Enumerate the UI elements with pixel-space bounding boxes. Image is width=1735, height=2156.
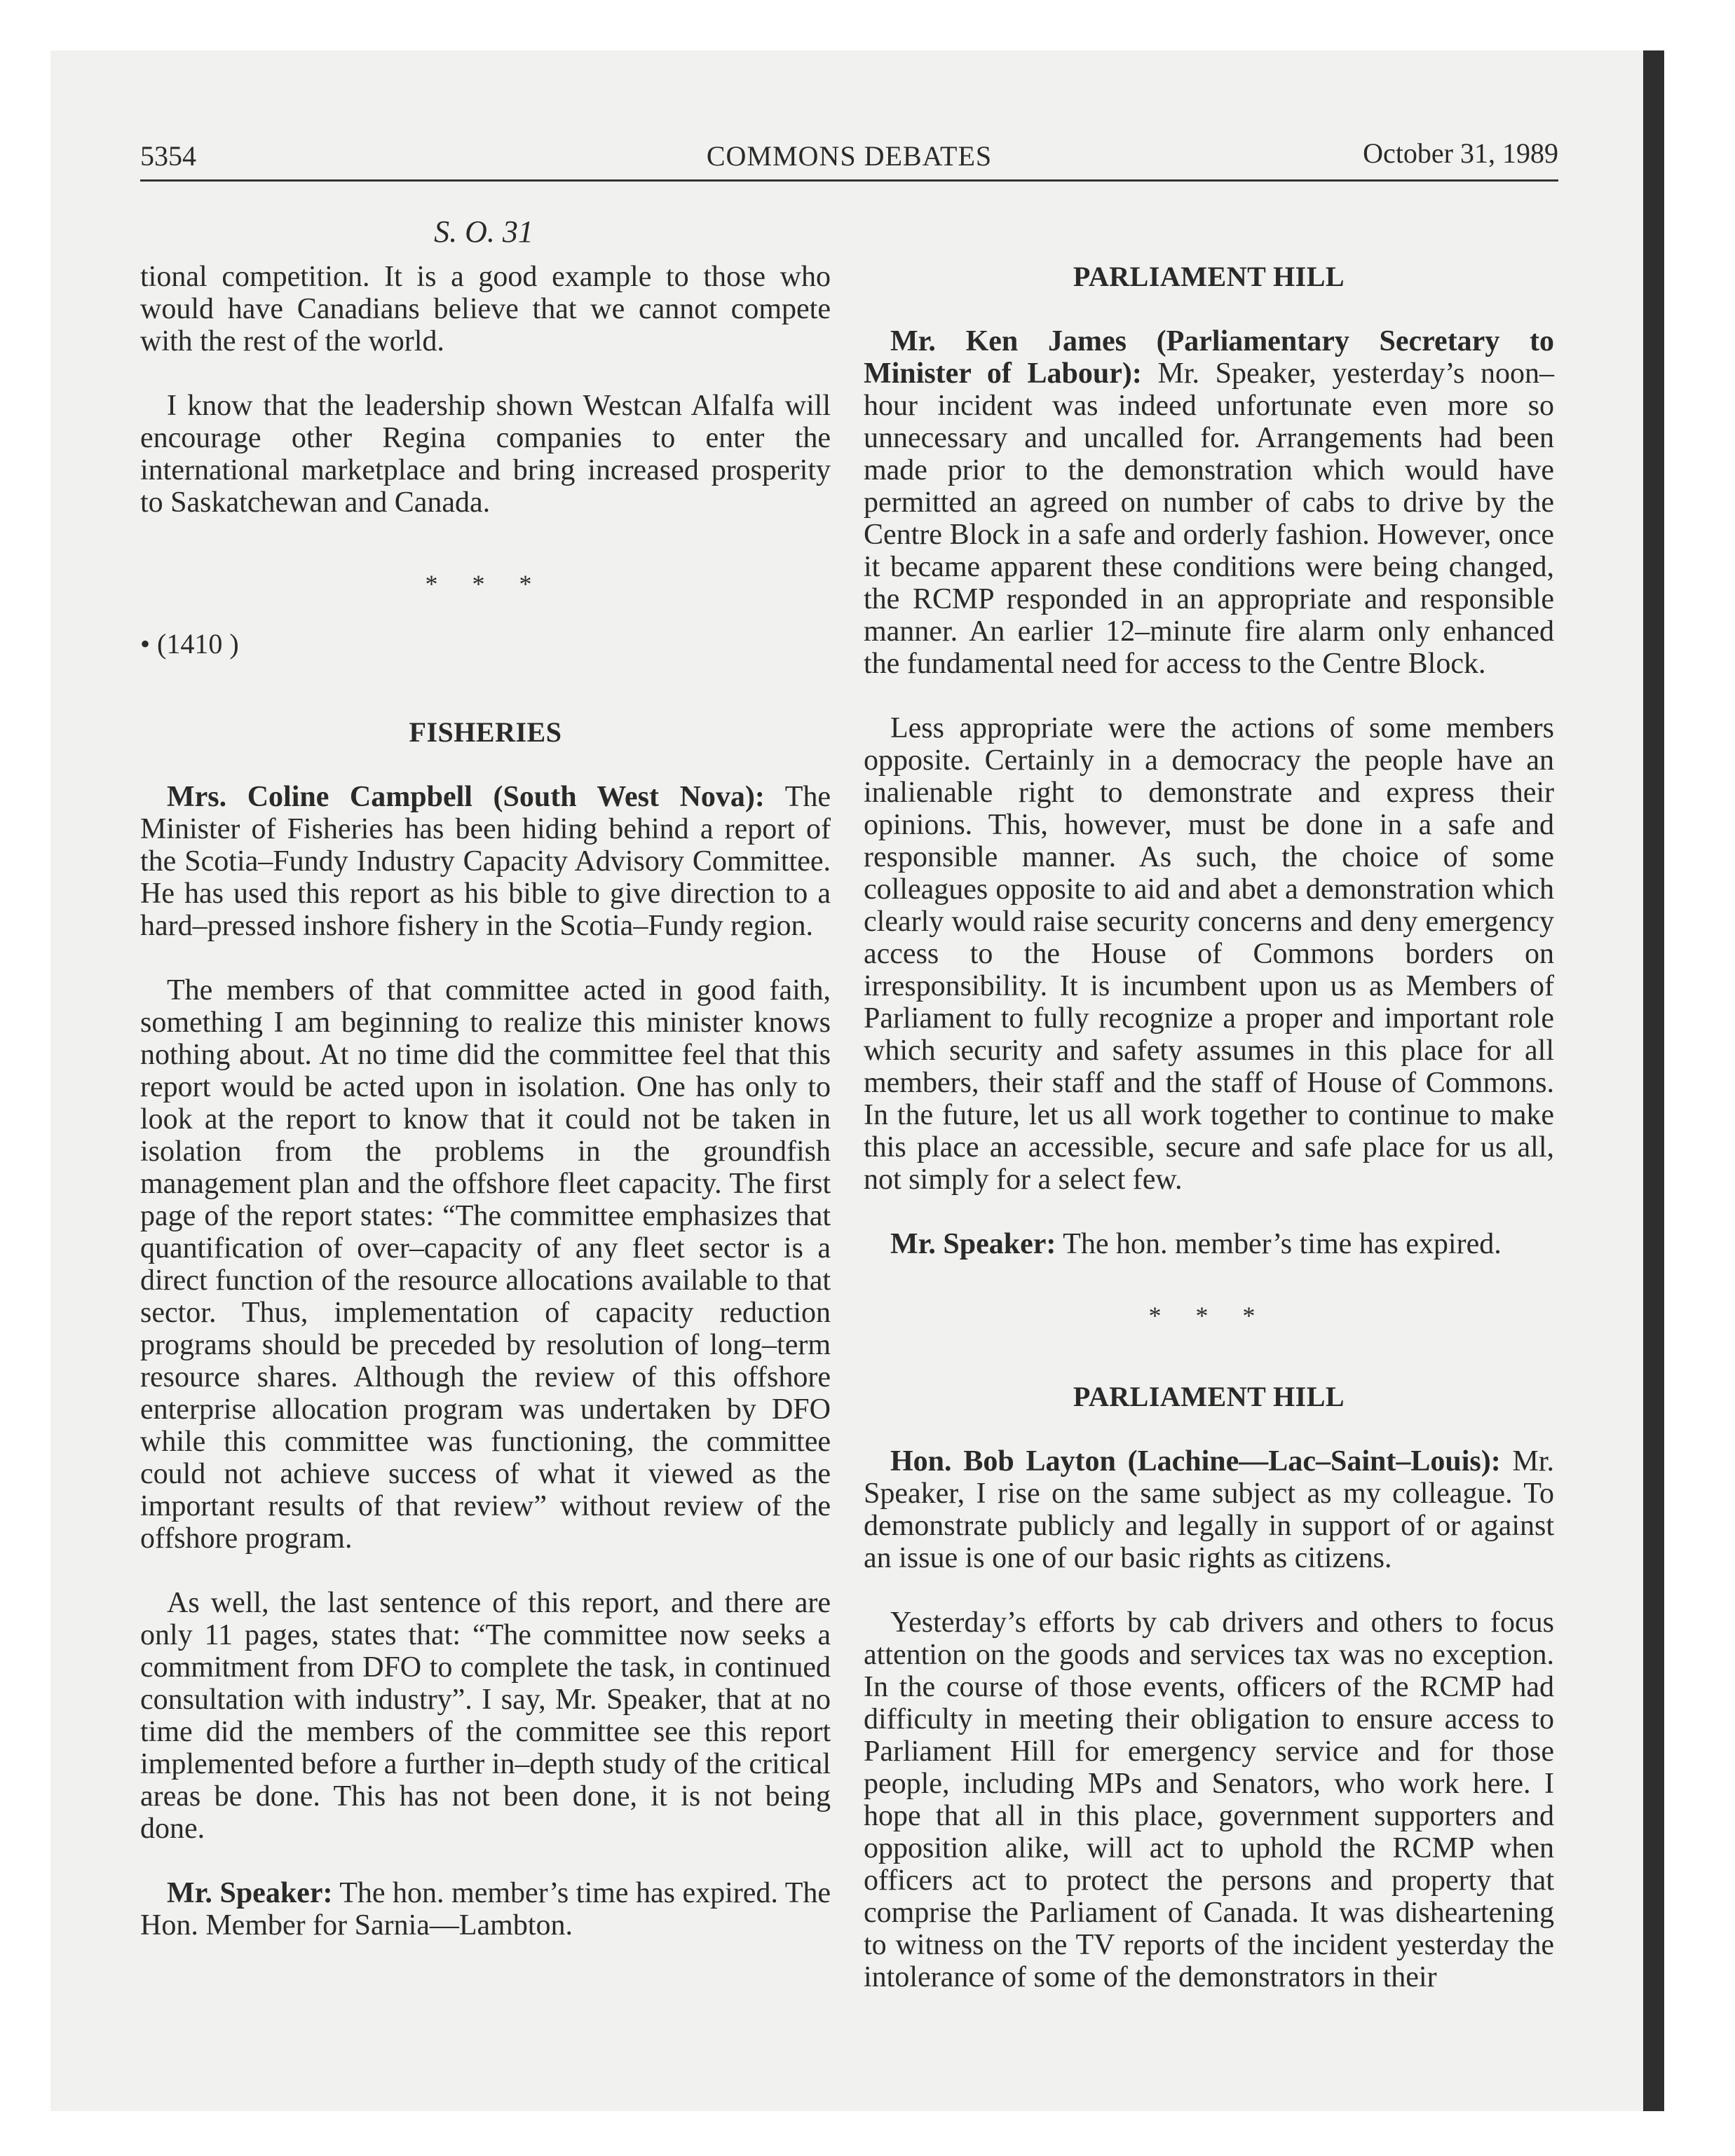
paragraph (864, 1445, 1554, 1574)
speech-text: The hon. member’s time has expired. (1056, 1228, 1502, 1260)
paragraph (140, 1877, 831, 1942)
speaker-name: Mr. Speaker: (167, 1877, 333, 1909)
paragraph: Less appropriate were the actions of some members opposite. Certainly in a democracy the people have an inalienable right to demonstrate and express their opinions. This, however, must be done in a safe and responsible manner. As such, the choice of some colleagues opposite to aid and abet a demonstration which clearly would raise security concerns and deny emergency access to the House of Commons borders on irresponsibility. It is incumbent upon us as Members of Parliament to fully recognize a proper and important role which security and safety assumes in this place for all members, their staff and the staff of House of Commons. In the future, let us all work together to continue to make this place an accessible, secure and safe place for us all, not simply for a select few. (864, 712, 1554, 1196)
publication-title: COMMONS DEBATES (706, 140, 993, 172)
left-column (140, 261, 831, 1974)
paragraph (140, 781, 831, 942)
right-column (864, 261, 1554, 2026)
speech-text: The Minister of Fisheries has been hiding behind a report of the Scotia–Fundy Industry Capacity Advisory Committee. He has used this report as his bible to give direction to a hard–pressed inshore fishery in the Scotia–Fundy region. (140, 781, 831, 942)
paragraph: Yesterday’s efforts by cab drivers and others to focus attention on the goods and services tax was no exception. In the course of those events, officers of the RCMP had difficulty in meeting their obligation to ensure access to Parliament Hill for emergency service and for those people, including MPs and Senators, who work here. I hope that all in this place, government supporters and opposition alike, will act to uphold the RCMP when officers act to protect the persons and property that comprise the Parliament of Canada. It was disheartening to witness on the TV reports of the incident yesterday the intolerance of some of the demonstrators in their (864, 1606, 1554, 1993)
speaker-name: Mrs. Coline Campbell (South West Nova): (167, 781, 765, 813)
paragraph (864, 1228, 1554, 1260)
paragraph (864, 325, 1554, 680)
paragraph: As well, the last sentence of this report, and there are only 11 pages, states that: “The committee now seeks a commitment from DFO to complete the task, in continued consultation with industry”. I say, Mr. Speaker, that at no time did the members of the committee see this report implemented before a further in–depth study of the critical areas be done. This has not been done, it is not being done. (140, 1587, 831, 1845)
time-marker: • (1410 ) (140, 628, 239, 660)
paragraph: I know that the leadership shown Westcan Alfalfa will encourage other Regina companies to enter the international marketplace and bring increased prosperity to Saskatchewan and Canada. (140, 390, 831, 519)
paragraph: tional competition. It is a good example to those who would have Canadians believe that we cannot compete with the rest of the world. (140, 261, 831, 357)
speech-text: Mr. Speaker, I rise on the same subject as my colleague. To demonstrate publicly and legally in support of or against an issue is one of our basic rights as citizens. (864, 1445, 1555, 1574)
section-heading-fisheries: FISHERIES (409, 716, 562, 748)
speaker-name: Mr. Ken James (Parliamentary Secretary to Minister of Labour): (864, 325, 1554, 390)
page-header (140, 130, 1558, 179)
speaker-name: Hon. Bob Layton (Lachine—Lac–Saint–Louis): (890, 1445, 1501, 1478)
header-rule (140, 179, 1558, 182)
section-separator: * * * (425, 570, 546, 598)
speech-text: The hon. member’s time has expired. The Hon. Member for Sarnia—Lambton. (140, 1877, 831, 1942)
section-label: S. O. 31 (434, 214, 533, 249)
speech-text: Mr. Speaker, yesterday’s noon–hour incident was indeed unfortunate even more so unnecessary and uncalled for. Arrangements had been made prior to the demonstration which would have permitted an agreed on number of cabs to drive by the Centre Block in a safe and orderly fashion. However, once it became apparent these conditions were being changed, the RCMP responded in an appropriate and responsible manner. An earlier 12–minute fire alarm only enhanced the fundamental need for access to the Centre Block. (864, 357, 1554, 680)
speaker-name: Mr. Speaker: (890, 1228, 1056, 1260)
scan-edge-shadow (1643, 50, 1664, 2111)
publication-date: October 31, 1989 (1363, 137, 1558, 169)
paragraph: The members of that committee acted in good faith, something I am beginning to realize this minister knows nothing about. At no time did the committee feel that this report would be acted upon in isolation. One has only to look at the report to know that it could not be taken in isolation from the problems in the groundfish management plan and the offshore fleet capacity. The first page of the report states: “The committee emphasizes that quantification of over–capacity of any fleet sector is a direct function of the resource allocations available to that sector. Thus, implementation of capacity reduction programs should be preceded by resolution of long–term resource shares. Although the review of this offshore enterprise allocation program was undertaken by DFO while this committee was functioning, the committee could not achieve success of what it viewed as the important results of that review” without review of the offshore program. (140, 974, 831, 1555)
section-heading-parliament-hill: PARLIAMENT HILL (1073, 261, 1345, 292)
section-separator: * * * (1148, 1302, 1270, 1330)
page-number: 5354 (140, 140, 196, 172)
section-heading-parliament-hill: PARLIAMENT HILL (1073, 1381, 1345, 1412)
